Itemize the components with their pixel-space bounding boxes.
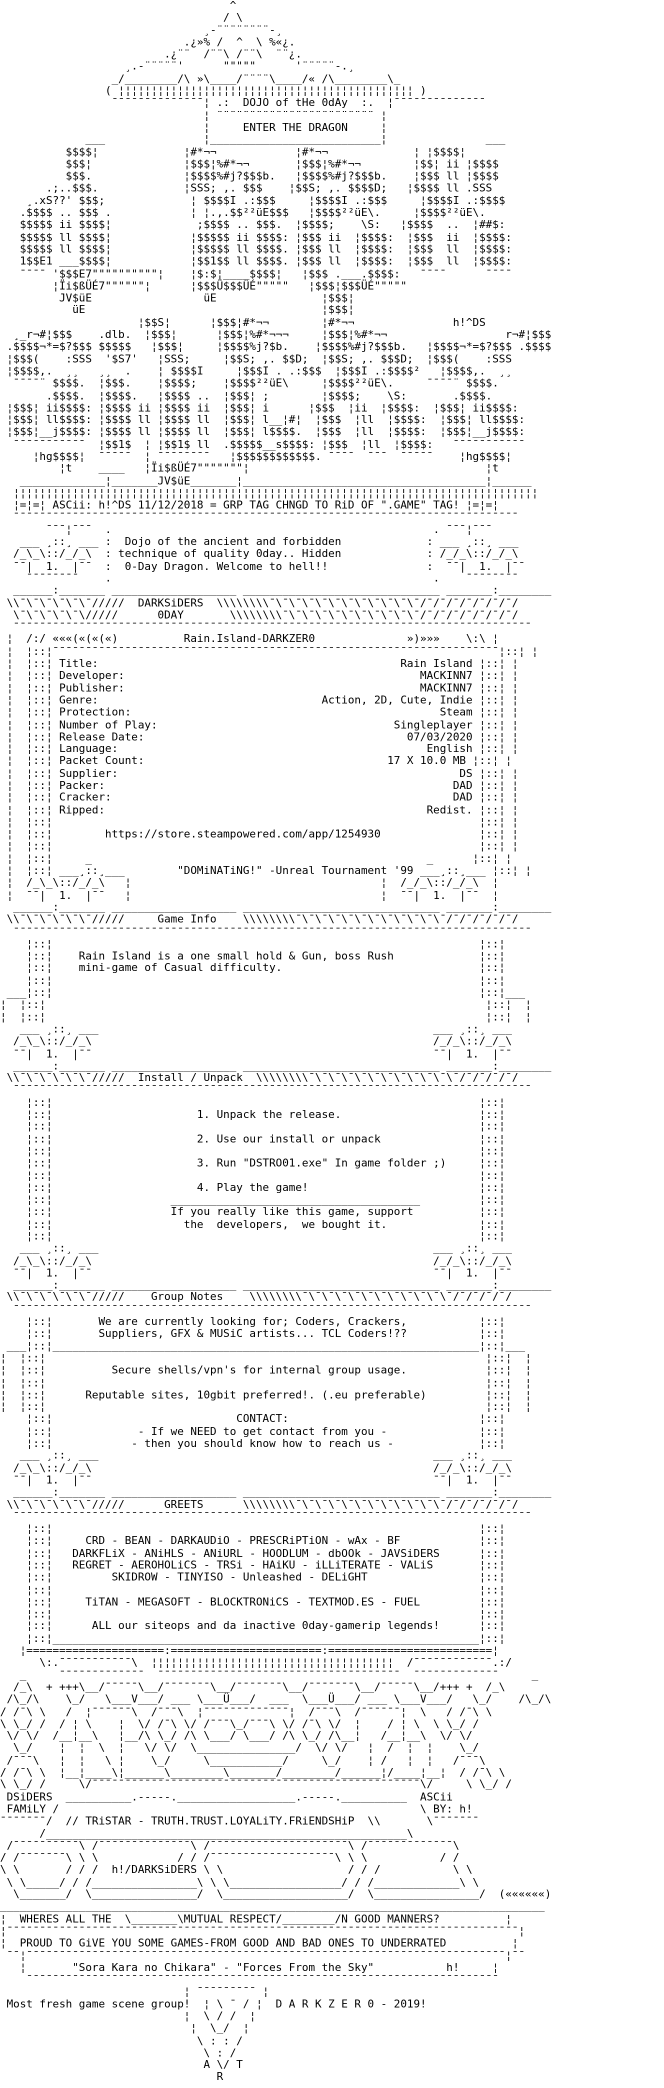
nfo-ascii-art: ^ / \ ¸-¨¨¨¨¨¨¨¨-¸ .¿»% / ^ \ %«¿. .¿¨¨ /¨¨\ /¨¨\ ¨¨¿. ¸.-¨¨¨¨¨' """"" '¨¨¨¨¨-.¸ _/________/\ »\____/¨¨¨¨\____/« /\________\_ ( ¦¦¦¦¦¦¦¦¦¦¦¦¦¦¦¦¦¦¦¦¦¦¦¦¦¦¦¦¦¦¦¦¦¦¦¦¦¦¦¦¦¦¦¦¦ ) ¯¯¯¯¯¯¯¯¯¯¯¯¯¯¦ .: DOJO of tHe 0dAy :. ¦¯¯¯¯¯¯¯¯¯¯¯¯¯¯ ¦ ¨¨¨¨¨¨¨¨¨¨¨¨¨¨¨¨¨¨¨¨¨¨¨¨ ¦ ¦ ENTER THE DRAGON ¦ ___ ¦__________________________¦ ___ $$$$¦ ¦#*¬¬ ¦#*¬¬ ¦ ¦$$$$¦ $$$¦ ¦$$$¦%#*¬¬ ¦$$$¦%#*¬¬ ¦$$¦ ii ¦$$$$ $$$. ¦$$$$%#j?$$$b. ¦$$$$%#j?$$$b. ¦$$$ ll ¦$$$$ .;..$$$. ¦SSS; ,. $$$ ¦$$S; ,. $$$$D; ¦$$$$ ll .SSS ¸.xS??' $$$; ¦ $$$$I .:$$$ ¦$$$$I .:$$$ ¦$$$$I .:$$$$ .$$$$ .. $$$ . ¦ ¦.,.$$²²üE$$$ ¦$$$$²²üE\. ¦$$$$²²üE\. $$$$$ ii $$$$¦ ;$$$$ .. $$$. ¦$$$$; \S: ¦$$$$ .. ¦##$: $$$$$ ll $$$$¦ ¦$$$$$ ii $$$$: ¦$$$ ii ¦$$$$: ¦$$$ ii ¦$$$$: $$$$$ ll $$$$¦ ¦$$$$$ ll $$$$. ¦$$$ ll ¦$$$$: ¦$$$ ll ¦$$$$: 1$$E1 ___$$$$¦ ¦$$1$$ ll $$$$. ¦$$$ ll ¦$$$$: ¦$$$ ll ¦$$$$: ¯¯¯¯ '$$$E7""""""""""¦ ¦$:$¦____$$$$¦ ¦$$$ .___.$$$$: ¯¯¯¯ ¯¯¯¯ ¦Ïi$ßÜÉ7""""""¦ ¦$$$Ü$$$ÜÉ""""" ¦$$$¦$$$ÜÉ""""" JV$üE üE ¦$$$¦ üE ¦$$$¦ ¦$$S¦ ¦$$$¦#*¬¬ ¦#*¬¬ h!^DS ¸_r¬#¦$$$ .dlb. ¦$$$¦ ¦$$$¦%#*¬¬¬ ¦$$$¦%#*¬¬ r¬#¦$$$ .$$$$¬*=$?$$$ $$$$$ ¦$$$¦ ¦$$$$%j?$b. ¦$$$$%#j?$$$b. ¦$$$$¬*=$?$$$ .$$$$ ¦$$$( :SSS '$S7' ¦SSS; ¦$$S; ,. $$D; ¦$$S; ,. $$$D; ¦$$$( :SSS ¦$$$$,. ¸¸ ¸¸ . ¦ $$$$I ¦$$$I . .:$$$ ¦$$$I .:$$$$² ¦$$$$,. ¸¸ ¯¯¯¯¨ $$$$. ¦$$$. ¦$$$$; ¦$$$$²²üE\ ¦$$$$²²üE\. ¯¯¯¯¨ $$$$. .$$$$. ¦$$$$. ¦$$$$ .. ¦$$$¦ ; ¦$$$$; \S: .$$$$. ¦$$$¦ ii$$$$: ¦$$$$ ii ¦$$$$ ii ¦$$$¦ i ¦$$$ ¦ii ¦$$$$: ¦$$$¦ ii$$$$: ¦$$$¦ ll$$$$: ¦$$$$ ll ¦$$$$ ll ¦$$$¦ l__¦#¦ ¦$$$ ¦ll ¦$$$$: ¦$$$¦ ll$$$$: ¦$$$¦__j$$$$: ¦$$$$ ll ¦$$$$ ll ¦$$$¦ l$$$$. ¦$$$ ¦ll ¦$$$$: ¦$$$¦__j$$$$: ¯¯¯¯¯¯¯¯¯¯¯ ¦$$1$ ¦ ¦$$1$ ll .$$$$$__s$$$$: ¦$$$ ¦ll ¦$$$$: ¯¯¯¯¯¯¯¯¯¯¯ ¦hg$$$$¦ ¯¯¯¯¯ ¦ ¯¯¯¯¯¯¯¯ ¦$$$$$$$$$$$$. ¯¯¯¯ ¯¯¯ ¯¯¯¯¯ ¦hg$$$$¦ ¦t ____ ¦Ïi$ßÜÉ7"""""""¦ ¦t _____________¦_______JV$üE_______¦_____________________________________¦______ ¦¦¦¦¦¦¦¦¦¦¦¦¦¦¦¦¦¦¦¦¦¦¦¦¦¦¦¦¦¦¦¦¦¦¦¦¦¦¦¦¦¦¦¦¦¦¦¦¦¦¦¦¦¦¦¦¦¦¦¦¦¦¦¦¦¦¦¦¦¦¦¦¦¦¦¦¦¦¦¦ ¦=¦=¦ ASCii: h!^DS 11/12/2018 = GRP TAG CHNGD TO RiD OF ".GAME" TAG! ¦=¦=¦ ¯¯¯¯¯¯¯¯¯¯¯¯¯¯¯¯¯¯¯¯¯¯¯¯¯¯¯¯¯¯¯¯¯¯¯¯¯¯¯¯¯¯¯¯¯¯¯¯¯¯¯¯¯¯¯¯¯¯¯¯¯¯¯¯¯¯¯¯¯¯¯¯¯¯¯¯¯ ¯¯¯¦¯¯¯ . . ¯¯¯¦¯¯¯ ___ ¸::¸ ___ : Dojo of the ancient and forbidden : ___ ¸::¸ ___ /_\_\::/_/_\ : technique of quality 0day.. Hidden : /_/_\::/_/_\ ¯¯| 1. |¯¯ : 0-Day Dragon. Welcome to hell!! : ¯¯| 1. |¯¯ ¯¯¯¯¯¯¯¯ . . ¯¯¯¯¯¯¯¯ ______:_______ ___________________ ______________________________ _______:________ \\¯\¯\¯\¯\¯\¯///// DARKSiDERS \\\\\\\\¯\¯\¯\¯\¯\¯\¯\¯\¯\¯\¯\¯/¯/¯/¯/¯/¯/¯/¯/ \¯\¯\¯\¯\¯\///// 0DAY \\\\\\\\¯\¯\¯\¯\¯\¯\¯\¯\¯\¯\¯/¯/¯/¯/¯/¯/¯/¯/ ¯¯¯¯¯¯¯¯¯¯¯¯¯¯¯¯¯¯¯¯¯¯¯¯¯¯¯¯¯¯¯¯¯¯¯¯¯¯¯¯¯¯¯¯¯¯¯¯¯¯¯¯¯¯¯¯¯¯¯¯¯¯¯¯¯¯¯¯¯¯¯¯¯¯¯¯¯¯¯ ¦ /:/ «««(«(«(«) Rain.Island-DARKZER0 »)»»» \:\ ¦ ¦ ¦::¦¯¯¯¯¯¯¯¯¯¯¯¯¯¯¯¯¯¯¯¯¯¯¯¯¯¯¯¯¯¯¯¯¯¯¯¯¯¯¯¯¯¯¯¯¯¯¯¯¯¯¯¯¯¯¯¯¯¯¯¯¯¯¯¯¯¯¯¯¦::¦ ¦ ¦ ¦::¦ Title: Rain Island ¦::¦ ¦ ¦ ¦::¦ Developer: MACKINN7 ¦::¦ ¦ ¦ ¦::¦ Publisher: MACKINN7 ¦::¦ ¦ ¦ ¦::¦ Genre: Action, 2D, Cute, Indie ¦::¦ ¦ ¦ ¦::¦ Protection: Steam ¦::¦ ¦ ¦ ¦::¦ Number of Play: Singleplayer ¦::¦ ¦ ¦ ¦::¦ Release Date: 07/03/2020 ¦::¦ ¦ ¦ ¦::¦ Language: English ¦::¦ ¦ ¦ ¦::¦ Packet Count: 17 X 10.0 MB ¦::¦ ¦ ¦ ¦::¦ Supplier: DS ¦::¦ ¦ ¦ ¦::¦ Packer: DAD ¦::¦ ¦ ¦ ¦::¦ Cracker: DAD ¦::¦ ¦ ¦ ¦::¦ Ripped: Redist. ¦::¦ ¦ ¦ ¦::¦ ¦::¦ ¦ ¦ ¦::¦ https://store.steampowered.com/app/1254930 ¦::¦ ¦ ¦ ¦::¦ ¦::¦ ¦ ¦ ¦::¦ _ _ ¦::¦ ¦ ¦ ¦::¦ ___¸::¸___ "DOMiNATiNG!" -Unreal Tournament '99 ___¸::¸___ ¦::¦ ¦ ¦ /_\_\::/_/_\ ¦ ¦ /_/_\::/_/_\ ¦ ¦ ¯¯| 1. |¯¯ ¦ ¦ ¯¯| 1. |¯¯ ¦ ______:_______ ___________________ ______________________________ _______:________ \\¯\¯\¯\¯\¯\¯///// Game Info \\\\\\\\¯\¯\¯\¯\¯\¯\¯\¯\¯\¯\¯\¯/¯/¯/¯/¯/¯/ ¯¯¯¯¯¯¯¯¯¯¯¯¯¯¯¯¯¯¯¯¯¯¯¯¯¯¯¯¯¯¯¯¯¯¯¯¯¯¯¯¯¯¯¯¯¯¯¯¯¯¯¯¯¯¯¯¯¯¯¯¯¯¯¯¯¯¯¯¯¯¯¯¯¯¯¯¯¯¯ ¦::¦ ¦::¦ ¦::¦ Rain Island is a one small hold & Gun, boss Rush ¦::¦ ¦::¦ mini-game of Casual difficulty. ¦::¦ ¦::¦ ¦::¦ ___¦::¦ ¦::¦___ ¦ ¦::¦ ¦::¦ ¦ ¦ ¦::¦ ¦::¦ ¦ ___ ¸::¸ ___ ___ ¸::¸ ___ /_\_\::/_/_\ /_/_\::/_/_\ ¯¯| 1. |¯¯ ¯¯| 1. |¯¯ ______:_______ ___________________ ______________________________ _______:________ \\¯\¯\¯\¯\¯\¯///// Install / Unpack \\\\\\\\¯\¯\¯\¯\¯\¯\¯\¯\¯\¯\¯\¯/¯/¯/¯/¯/ ¯¯¯¯¯¯¯¯¯¯¯¯¯¯¯¯¯¯¯¯¯¯¯¯¯¯¯¯¯¯¯¯¯¯¯¯¯¯¯¯¯¯¯¯¯¯¯¯¯¯¯¯¯¯¯¯¯¯¯¯¯¯¯¯¯¯¯¯¯¯¯¯¯¯¯¯¯¯¯ ¦::¦ ¦::¦ ¦::¦ 1. Unpack the release. ¦::¦ ¦::¦ ¦::¦ ¦::¦ 2. Use our install or unpack ¦::¦ ¦::¦ ¦::¦ ¦::¦ 3. Run "DSTRO01.exe" In game folder ;) ¦::¦ ¦::¦ ¦::¦ ¦::¦ 4. Play the game! ¦::¦ ¦::¦ ______________________________________ ¦::¦ ¦::¦ If you really like this game, support ¦::¦ ¦::¦ the developers, we bought it. ¦::¦ ¦::¦ ¦::¦ ___ ¸::¸ ___ ___ ¸::¸ ___ /_\_\::/_/_\ /_/_\::/_/_\ ¯¯| 1. |¯¯ ¯¯| 1. |¯¯ ______:_______ ___________________ ______________________________ _______:________ \\¯\¯\¯\¯\¯\¯///// Group Notes \\\\\\\\¯\¯\¯\¯\¯\¯\¯\¯\¯\¯\¯\¯/¯/¯/¯/¯/ ¯¯¯¯¯¯¯¯¯¯¯¯¯¯¯¯¯¯¯¯¯¯¯¯¯¯¯¯¯¯¯¯¯¯¯¯¯¯¯¯¯¯¯¯¯¯¯¯¯¯¯¯¯¯¯¯¯¯¯¯¯¯¯¯¯¯¯¯¯¯¯¯¯¯¯¯¯¯¯ ¦::¦ We are currently looking for; Coders, Crackers, ¦::¦ ¦::¦ Suppliers, GFX & MUSiC artists... TCL Coders!?? ¦::¦ ___¦::¦_________________________________________________________________¦::¦___ ¦ ¦::¦ ¦::¦ ¦ ¦ ¦::¦ Secure shells/vpn's for internal group usage. ¦::¦ ¦ ¦ ¦::¦ ¦::¦ ¦ ¦ ¦::¦ Reputable sites, 10gbit preferred!. (.eu preferable) ¦::¦ ¦ ¦ ¦::¦ ¦::¦ ¦ ¦::¦ CONTACT: ¦::¦ ¦::¦ - If we NEED to get contact from you - ¦::¦ ¦::¦ - then you should know how to reach us - ¦::¦ ___ ¸::¸ ___ ___ ¸::¸ ___ /_\_\::/_/_\ /_/_\::/_/_\ ¯¯| 1. |¯¯ ¯¯| 1. |¯¯ ______:_______ ___________________ ______________________________ _______:________ \\¯\¯\¯\¯\¯\¯///// GREETS \\\\\\\\¯\¯\¯\¯\¯\¯\¯\¯\¯\¯\¯\¯/¯/¯/¯/¯/¯/ ¯¯¯¯¯¯¯¯¯¯¯¯¯¯¯¯¯¯¯¯¯¯¯¯¯¯¯¯¯¯¯¯¯¯¯¯¯¯¯¯¯¯¯¯¯¯¯¯¯¯¯¯¯¯¯¯¯¯¯¯¯¯¯¯¯¯¯¯¯¯¯¯¯¯¯¯¯¯¯ ¦::¦ ¦::¦ ¦::¦ CRD - BEAN - DARKAUDiO - PRESCRiPTiON - wAx - BF ¦::¦ ¦::¦ DARKFLiX - ANiHLS - ANiURL - HOODLUM - dbOOk - JAVSiDERS ¦::¦ ¦::¦ REGRET - AEROHOLiCS - TRSi - HAiKU - iLLiTERATE - VALiS ¦::¦ ¦::¦ SKIDROW - TINYISO - Unleashed - DELiGHT ¦::¦ ¦::¦ ¦::¦ ¦::¦ TiTAN - MEGASOFT - BLOCKTRONiCS - TEXTMOD.ES - FUEL ¦::¦ ¦::¦ ¦::¦ ¦::¦ ALL our siteops and da inactive 0day-gamerip legends! ¦::¦ ¦::¦_________________________________________________________________¦::¦ ¦=====================:=======================:=========================¦ \:.¯¯¯¯¯¯¯¯¯¯¯\ ¦¦¦¦¦¦¦¦¦¦¦¦¦¦¦¦¦¦¦¦¦¦¦¦¦¦¦¦¦¦¦¦¦¦¦¦¦ /¯¯¯¯¯¯¯¯¯¯¯¯.:/ _ ¯¯¯¯¯¯¯¯¯¯¯¯¯ ¯¯¯¯¯¯¯¯¯¯¯¯¯¯¯¯¯¯¯¯¯¯¯¯¯¯¯¯¯¯¯¯¯¯¯¯¯ ¯¯¯¯¯¯¯¯¯¯¯¯¯ _ /_\ + +++\__/¯¯¯¯¯\__/¯¯¯¯¯¯¯\__/¯¯¯¯¯¯¯\__/¯¯¯¯¯¯¯\__/¯¯¯¯¯\__/+++ + /_\ /\_/\ \_/ \___V___/ ___ \___Ü___/ ___ \___Ü___/ ___ \___V___/ \_/ /\_/\ / /¯\ \ / ¦¯¯¯¯¯¯\ /¯¯¯\ ¦¯¯¯¯¯¯¯¯¯¯¯¯¯¦ /¯¯¯\ /¯¯¯¯¯¯¦ \ / /¯\ \ \ \_/ / / ¦ \ ¦ \/ /¯\ \/ /¯¯¯\_/¯¯¯\ \/ /¯\ \/ ¦ / ¦ \ \ \_/ / \/ \/ /__¦__\ ¦__/\ \_/ /\ \___/ \___/ /\ \_/ /\__¦ /__¦__\ \/ \/ \_/ ¦ ¦ \ ¦ \/ \/ \_______________/ \/ \/ ¦ / ¦ ¦ \_/ /¯¯¯\ ¦ ¦ \ ¦ \_/ \___________/ \_/ ¦ / ¦ ¦ /¯¯¯\ / /¯\ \ ¦__¦____\¦______\________\_______/________/______¦/____¦__¦ / /¯\ \ \ \_/ / \/¯¯¯¯¯¯¯¯¯¯¯¯¯¯¯¯¯¯¯¯¯¯¯¯¯¯¯¯¯¯¯¯¯¯¯¯¯¯¯¯¯¯¯¯¯¯¯¯¯¯\/ \ \_/ / DSiDERS __________.-----.__________________.-----.__________ ASCii FAMiLY / \ BY: h! ¯¯¯¯¯¯¯/ // TRiSTAR - TRUTH.TRUST.LOYALiTY.FRiENDSHiP \\ \¯¯¯¯¯¯¯ /_______________________________________________________\ /¯¯¯¯¯¯¯¯¯¯\ /¯¯¯¯¯¯¯¯¯¯¯¯¯¯\ /¯¯¯¯¯¯¯¯¯¯¯¯¯¯¯¯¯¯¯¯¯\ /¯¯¯¯¯¯¯¯¯¯¯¯¯\ / /¯¯¯¯¯¯¯\ \ \ / / /¯¯¯¯¯¯¯¯¯¯¯¯¯¯¯¯¯¯¯\ \ \ / / \ \ / / / h!/DARKSiDERS \ \ / / / \ \ \ \_____/ / /________________\ \ \_________________/ / /_____________\ \ \_______/ \________________/ \___________________/ \________________/ (««««««) ___________________________________________________________________________________ ¦ WHERES ALL THE \_______\MUTUAL RESPECT/________/N GOOD MANNERS? ¦ ¦¯¯¯¯¯¯¯¯¯¯¯¯¯¯¯¯¯¯¯¯¯¯¯¯¯¯¯¯¯¯¯¯¯¯¯¯¯¯¯¯¯¯¯¯¯¯¯¯¯¯¯¯¯¯¯¯¯¯¯¯¯¯¯¯¯¯¯¯¯¯¯¯¯¯¯¯¯¯¦ ¦ PROUD TO GiVE YOU SOME GAMES-FROM GOOD AND BAD ONES TO UNDERRATED ¦ ¯¯¦¯¯¯¯¯¯¯¯¯¯¯¯¯¯¯¯¯¯¯¯¯¯¯¯¯¯¯¯¯¯¯¯¯¯¯¯¯¯¯¯¯¯¯¯¯¯¯¯¯¯¯¯¯¯¯¯¯¯¯¯¯¯¯¯¯¯¯¯¯¯¯¯¯¦¯¯ ¦ "Sora Kara no Chikara" - "Forces From the Sky" h! ¦ ¯¯¯¯¯¯¯¯¯¯¯¯¯¯¯¯¯¯¯¯¯¯¯¯¯¯¯¯¯¯¯¯¯¯¯¯¯¯¯¯¯¯¯¯¯¯¯¯¯¯¯¯¯¯¯¯¯¯¯¯¯¯¯¯¯¯¯¯¯¯¯¯ ¦ ¯¯¯¯¯¯¯¯¯ ¦ Most fresh game scene group! ¦ \ ¯ / ¦ D A R K Z E R 0 - 2019! ¦ \ / / ¦ ¦ \_/ ¦ \ : : / \ : / A \/ T R: [0, 0, 552, 2084]
